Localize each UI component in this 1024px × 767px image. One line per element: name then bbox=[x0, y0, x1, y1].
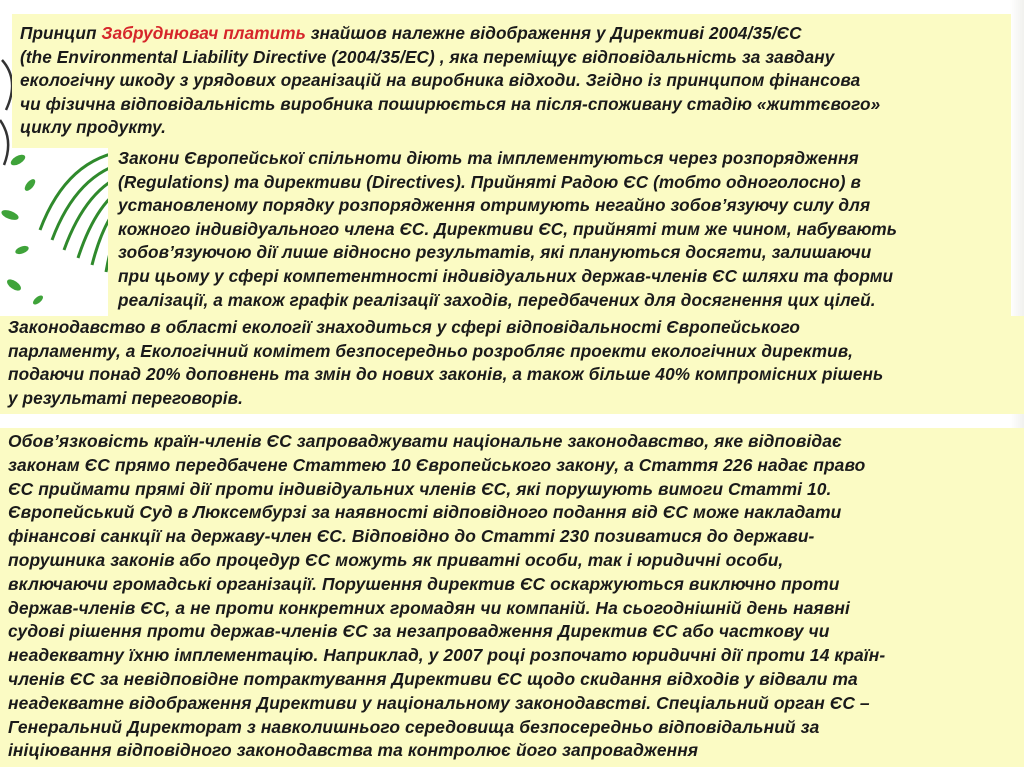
highlight-term: Забруднювач платить bbox=[101, 23, 306, 43]
paragraph-line: у результаті переговорів. bbox=[8, 387, 243, 408]
paragraph-line: Обов’язковість країн-членів ЄС запроваджувати національне законодавство, яке відповідає bbox=[8, 431, 842, 451]
paragraph-line: Закони Європейської спільноти діють та імплементуються через розпорядження bbox=[118, 148, 859, 168]
paragraph-line: Європейський Суд в Люксембурзі за наявності відповідного подання від ЄС може накладати bbox=[8, 502, 842, 523]
paragraph-line: ЄС приймати прямі дії проти індивідуальних членів ЄС, які порушують вимоги Статті 10. bbox=[8, 478, 832, 499]
paragraph-line: екологічну шкоду з урядових організацій на виробника відходи. Згідно із принципом фінансова bbox=[20, 70, 861, 91]
paragraph-line: неадекватне відображення Директиви у національному законодавстві. Спеціальний орган ЄС – bbox=[8, 692, 870, 713]
paragraph-line: при цьому у сфері компетентності індивідуальних держав-членів ЄС шляхи та форми bbox=[118, 265, 894, 286]
paragraph-line: установленому порядку розпорядження отримують негайно зобов’язуючу силу для bbox=[118, 195, 871, 216]
paragraph-line bbox=[20, 22, 1011, 46]
paragraph-line: (the Environmental Liability Directive (2004/35/EC) , яка переміщує відповідальність за завдану bbox=[20, 46, 835, 67]
paragraph-line: порушника законів або процедур ЄС можуть як приватні особи, так і юридичні особи, bbox=[8, 549, 784, 570]
paragraph-line: чи фізична відповідальність виробника поширюється на після-споживану стадію «життєвого» bbox=[20, 93, 881, 114]
paragraph-line: подаючи понад 20% доповнень та змін до нових законів, а також більше 40% компромісних рішень bbox=[8, 364, 884, 385]
paragraph-line: держав-членів ЄС, а не проти конкретних громадян чи компаній. На сьогоднішній день наявні bbox=[8, 597, 850, 618]
paragraph-member-obligations bbox=[0, 428, 1024, 767]
paragraph-line: фінансові санкції на державу-член ЄС. Відповідно до Статті 230 позиватися до держави- bbox=[8, 526, 815, 547]
text-span: знайшов належне відображення у Директиві 2004/35/ЄС bbox=[305, 23, 802, 43]
paragraph-line: законам ЄС прямо передбачене Статтею 10 Європейського закону, а Стаття 226 надає право bbox=[8, 454, 866, 475]
paragraph-line: парламенту, а Екологічний комітет безпосередньо розробляє проекти екологічних директив, bbox=[8, 340, 854, 361]
paragraph-ecology-legislation bbox=[0, 316, 1024, 414]
paragraph-line: циклу продукту. bbox=[20, 117, 166, 138]
paragraph-line: кожного індивідуального члена ЄС. Директиви ЄС, прийняті тим же чином, набувають bbox=[118, 218, 898, 239]
text-span: Принцип bbox=[20, 23, 102, 43]
paragraph-eu-laws bbox=[108, 146, 1011, 318]
paragraph-line: включаючи громадські організації. Порушення директив ЄС оскаржуються виключно проти bbox=[8, 573, 840, 594]
paragraph-line: ініціювання відповідного законодавства та контролює його запровадження bbox=[8, 740, 699, 761]
paragraph-polluter-pays bbox=[12, 14, 1011, 148]
paragraph-line: (Regulations) та директиви (Directives). Прийняті Радою ЄС (тобто одноголосно) в bbox=[118, 171, 861, 192]
paragraph-line: Законодавство в області екології знаходиться у сфері відповідальності Європейського bbox=[8, 317, 801, 337]
paragraph-line: судові рішення проти держав-членів ЄС за незапровадження Директив ЄС або часткову чи bbox=[8, 621, 830, 642]
paragraph-line: неадекватну їхню імплементацію. Наприклад, у 2007 році розпочато юридичні дії проти 14 країн- bbox=[8, 645, 886, 666]
paragraph-line: реалізації, а також графік реалізації заходів, передбачених для досягнення цих цілей. bbox=[118, 289, 876, 310]
paragraph-line: членів ЄС за невідповідне потрактування Директиви ЄС щодо скидання відходів у відвали та bbox=[8, 668, 858, 689]
paragraph-line: зобов’язуючою дії лише відносно результатів, які плануються досягти, залишаючи bbox=[118, 242, 872, 263]
paragraph-line: Генеральний Директорат з навколишнього середовища безпосередньо відповідальний за bbox=[8, 716, 820, 737]
